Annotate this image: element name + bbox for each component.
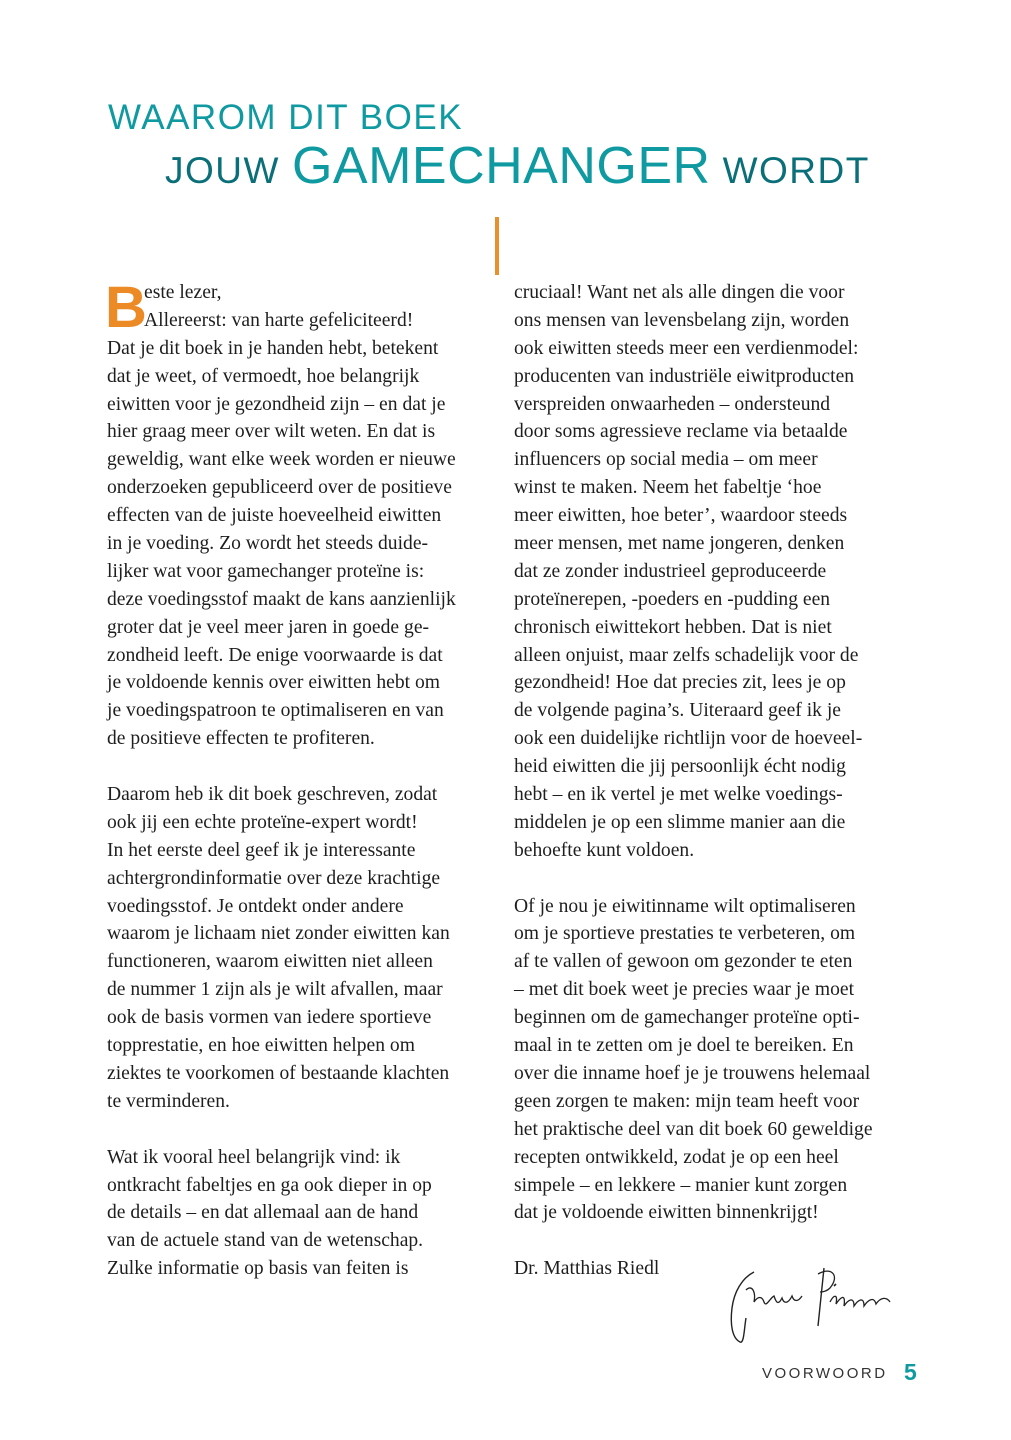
text-line: ontkracht fabeltjes en ga ook dieper in op xyxy=(107,1174,432,1196)
author-name: Dr. Matthias Riedl xyxy=(514,1258,660,1280)
text-line: Dat je dit boek in je handen hebt, betekent xyxy=(107,337,439,359)
text-line: gezondheid! Hoe dat precies zit, lees je op xyxy=(514,672,846,694)
text-line: de nummer 1 zijn als je wilt afvallen, maar xyxy=(107,979,443,1001)
text-line: deze voedingsstof maakt de kans aanzienlijk xyxy=(107,588,456,610)
text-line: meer mensen, met name jongeren, denken xyxy=(514,533,845,555)
signature-image xyxy=(722,1262,898,1354)
text-line: zondheid leeft. De enige voorwaarde is dat xyxy=(107,644,443,666)
text-line: je voldoende kennis over eiwitten hebt om xyxy=(107,672,441,694)
text-line: chronisch eiwittekort hebben. Dat is niet xyxy=(514,616,832,638)
text-line: – met dit boek weet je precies waar je moet xyxy=(514,979,855,1001)
text-line: In het eerste deel geef ik je interessante xyxy=(107,839,416,861)
text-line: geweldig, want elke week worden er nieuwe xyxy=(107,449,456,471)
left-paragraph-1 xyxy=(105,275,499,753)
right-paragraph-2 xyxy=(514,893,906,1228)
text-line: af te vallen of gewoon om gezonder te eten xyxy=(514,951,853,973)
text-line: achtergrondinformatie over deze krachtige xyxy=(107,867,441,889)
text-line: hebt – en ik vertel je met welke voedings- xyxy=(514,784,843,806)
left-paragraph-2 xyxy=(107,781,499,1116)
text-line: dat je weet, of vermoedt, hoe belangrijk xyxy=(107,365,420,387)
text-line: voedingsstof. Je ontdekt onder andere xyxy=(107,895,404,917)
text-line: Daarom heb ik dit boek geschreven, zodat xyxy=(107,784,438,806)
text-line: ook de basis vormen van iedere sportieve xyxy=(107,1007,432,1029)
heading-word-gamechanger: GAMECHANGER xyxy=(291,137,711,195)
text-line: over die inname hoef je je trouwens helemaal xyxy=(514,1062,871,1084)
text-line: ook eiwitten steeds meer een verdienmodel: xyxy=(514,337,859,359)
text-line: door soms agressieve reclame via betaalde xyxy=(514,421,848,443)
text-line: onderzoeken gepubliceerd over de positieve xyxy=(107,477,452,499)
text-line: Of je nou je eiwitinname wilt optimaliseren xyxy=(514,895,856,917)
text-line: ons mensen van levensbelang zijn, worden xyxy=(514,309,850,331)
text-line: beginnen om de gamechanger proteïne opti- xyxy=(514,1007,860,1029)
text-line: geen zorgen te maken: mijn team heeft voor xyxy=(514,1090,860,1112)
text-line: behoefte kunt voldoen. xyxy=(514,839,695,861)
text-line: je voedingspatroon te optimaliseren en van xyxy=(107,700,444,722)
text-line: lijker wat voor gamechanger proteïne is: xyxy=(107,560,425,582)
text-line: Zulke informatie op basis van feiten is xyxy=(107,1258,409,1280)
text-line: Allereerst: van harte gefeliciteerd! xyxy=(144,309,414,331)
heading-word-jouw: JOUW xyxy=(165,150,280,191)
text-line: functioneren, waarom eiwitten niet alleen xyxy=(107,951,433,973)
text-line: middelen je op een slimme manier aan die xyxy=(514,811,846,833)
text-line: este lezer, xyxy=(144,282,222,303)
text-line: recepten ontwikkeld, zodat je op een heel xyxy=(514,1146,839,1168)
text-line: producenten van industriële eiwitproducten xyxy=(514,365,855,387)
text-line: influencers op social media – om meer xyxy=(514,449,818,471)
left-column xyxy=(105,275,499,1283)
heading-word-wordt: WORDT xyxy=(722,150,870,191)
text-line: groter dat je veel meer jaren in goede ge- xyxy=(107,616,430,638)
text-line: van de actuele stand van de wetenschap. xyxy=(107,1230,424,1252)
heading-line-2 xyxy=(165,136,870,196)
text-line: proteïnerepen, -poeders en -pudding een xyxy=(514,588,831,610)
right-column xyxy=(514,279,906,1283)
text-line: ook een duidelijke richtlijn voor de hoeveel- xyxy=(514,728,863,750)
text-line: alleen onjuist, maar zelfs schadelijk voor de xyxy=(514,644,859,666)
heading-line-1: WAAROM DIT BOEK xyxy=(108,98,464,137)
text-line: dat je voldoende eiwitten binnenkrijgt! xyxy=(514,1202,819,1224)
text-line: effecten van de juiste hoeveelheid eiwitten xyxy=(107,505,442,527)
text-line: het praktische deel van dit boek 60 geweldige xyxy=(514,1118,873,1140)
right-paragraph-1 xyxy=(514,279,906,865)
text-line: simpele – en lekkere – manier kunt zorgen xyxy=(514,1174,848,1196)
text-line: verspreiden onwaarheden – ondersteund xyxy=(514,393,831,415)
text-line: hier graag meer over wilt weten. En dat is xyxy=(107,421,436,443)
left-paragraph-3 xyxy=(107,1144,499,1283)
text-line: de volgende pagina’s. Uiteraard geef ik je xyxy=(514,700,841,722)
text-line: dat ze zonder industrieel geproduceerde xyxy=(514,560,827,582)
accent-divider xyxy=(495,217,499,275)
text-line: de positieve effecten te profiteren. xyxy=(107,728,375,750)
text-line: heid eiwitten die jij persoonlijk écht nodig xyxy=(514,756,846,778)
section-label: VOORWOORD xyxy=(762,1365,888,1382)
text-line: om je sportieve prestaties te verbeteren, om xyxy=(514,923,856,945)
text-line: Wat ik vooral heel belangrijk vind: ik xyxy=(107,1146,401,1168)
text-line: cruciaal! Want net als alle dingen die voor xyxy=(514,282,845,303)
text-line: meer eiwitten, hoe beter’, waardoor steeds xyxy=(514,505,848,527)
text-line: winst te maken. Neem het fabeltje ‘hoe xyxy=(514,477,822,499)
text-line: te verminderen. xyxy=(107,1090,230,1112)
drop-cap: B xyxy=(105,275,147,340)
text-line: topprestatie, en hoe eiwitten helpen om xyxy=(107,1035,415,1057)
text-line: ziektes te voorkomen of bestaande klachten xyxy=(107,1062,450,1084)
page-number: 5 xyxy=(904,1359,917,1385)
text-line: waarom je lichaam niet zonder eiwitten kan xyxy=(107,923,450,945)
text-line: in je voeding. Zo wordt het steeds duide- xyxy=(107,533,429,555)
text-line: de details – en dat allemaal aan de hand xyxy=(107,1202,419,1224)
text-line: eiwitten voor je gezondheid zijn – en dat je xyxy=(107,393,446,415)
text-line: ook jij een echte proteïne-expert wordt! xyxy=(107,811,418,833)
text-line: maal in te zetten om je doel te bereiken. En xyxy=(514,1035,854,1057)
